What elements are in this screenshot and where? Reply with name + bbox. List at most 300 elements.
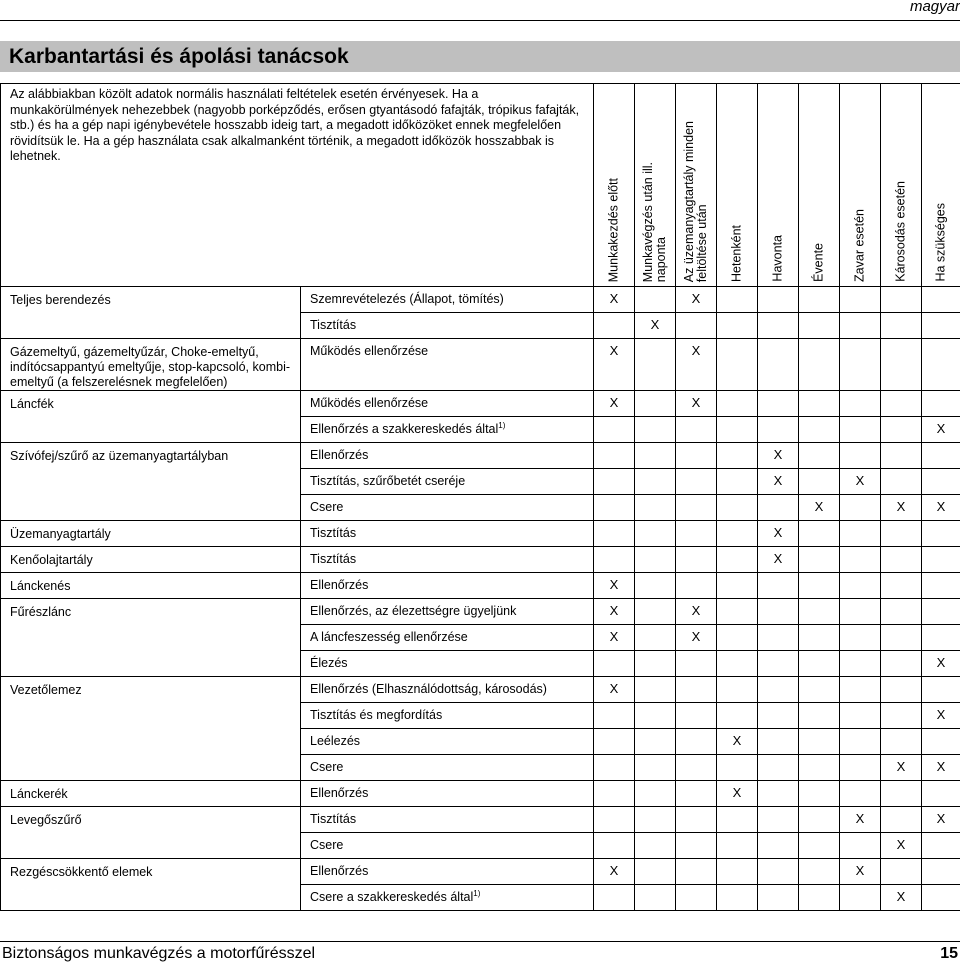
interval-mark — [799, 703, 840, 729]
interval-mark — [922, 521, 960, 547]
task-cell — [301, 677, 594, 703]
task-label: Tisztítás — [310, 318, 357, 332]
interval-mark — [799, 417, 840, 443]
interval-mark — [635, 755, 676, 781]
task-label: Tisztítás — [310, 552, 357, 566]
interval-mark — [635, 599, 676, 625]
task-cell — [301, 651, 594, 677]
interval-mark — [922, 833, 960, 859]
interval-mark: X — [799, 495, 840, 521]
task-label: Csere — [310, 838, 344, 852]
table-row — [1, 443, 960, 469]
interval-mark: X — [594, 859, 635, 885]
interval-mark — [717, 443, 758, 469]
interval-mark — [922, 339, 960, 391]
intro-text: Az alábbiakban közölt adatok normális használati feltételek esetén érvényesek. Ha a munkakörülmények nehezebbek (nagyobb porképződés, erősen gtyantásodó fafajták, trópikus fafajták, stb.) és ha a gép napi igénybevétele hosszabb ideig tart, a megadott időközöket ennek megfelelően rövidítsük le. Ha a gép használata csak alkalmanként történik, a megadott időközök hosszabbak is lehetnek. — [1, 84, 594, 287]
interval-mark — [676, 573, 717, 599]
interval-mark — [717, 287, 758, 313]
interval-mark: X — [922, 417, 960, 443]
interval-mark — [635, 651, 676, 677]
interval-mark — [758, 417, 799, 443]
interval-mark — [635, 521, 676, 547]
interval-mark — [758, 339, 799, 391]
interval-mark — [635, 547, 676, 573]
interval-mark — [635, 339, 676, 391]
task-cell — [301, 833, 594, 859]
column-header — [799, 84, 840, 287]
interval-mark — [635, 417, 676, 443]
interval-mark — [758, 807, 799, 833]
table-row — [1, 859, 960, 885]
interval-mark — [799, 651, 840, 677]
interval-mark — [635, 391, 676, 417]
task-label: Szemrevételezés (Állapot, tömítés) — [310, 292, 504, 306]
interval-mark — [717, 495, 758, 521]
interval-mark: X — [840, 469, 881, 495]
interval-mark: X — [676, 625, 717, 651]
interval-mark — [594, 443, 635, 469]
interval-mark — [717, 599, 758, 625]
column-header — [717, 84, 758, 287]
interval-mark — [758, 755, 799, 781]
interval-mark — [717, 625, 758, 651]
interval-mark — [881, 339, 922, 391]
page-title: Karbantartási és ápolási tanácsok — [9, 45, 349, 68]
interval-mark — [881, 781, 922, 807]
task-cell — [301, 313, 594, 339]
interval-mark — [799, 287, 840, 313]
component-name: Rezgéscsökkentő elemek — [1, 859, 301, 911]
interval-mark: X — [717, 729, 758, 755]
interval-mark — [676, 651, 717, 677]
column-header-label: Évente — [811, 243, 826, 282]
interval-mark — [799, 755, 840, 781]
table-header-row — [1, 84, 960, 287]
table-body — [1, 287, 960, 911]
task-label: Ellenőrzés — [310, 786, 369, 800]
interval-mark — [676, 807, 717, 833]
column-header — [922, 84, 960, 287]
interval-mark — [881, 573, 922, 599]
language-label: magyar — [909, 0, 960, 15]
task-label: Működés ellenőrzése — [310, 344, 429, 358]
interval-mark: X — [881, 755, 922, 781]
interval-mark — [799, 885, 840, 911]
interval-mark — [676, 755, 717, 781]
task-label: Tisztítás és megfordítás — [310, 708, 443, 722]
interval-mark — [594, 469, 635, 495]
component-name: Lánckenés — [1, 573, 301, 599]
interval-mark: X — [594, 391, 635, 417]
interval-mark — [676, 885, 717, 911]
interval-mark: X — [922, 703, 960, 729]
task-label: Ellenőrzés a szakkereskedés által — [310, 422, 499, 436]
interval-mark: X — [758, 469, 799, 495]
interval-mark — [922, 313, 960, 339]
interval-mark: X — [881, 495, 922, 521]
interval-mark — [717, 859, 758, 885]
interval-mark — [840, 521, 881, 547]
column-header-label: Az üzemanyagtartály minden feltöltése után — [682, 120, 710, 282]
task-label: Tisztítás, szűrőbetét cseréje — [310, 474, 466, 488]
interval-mark — [676, 443, 717, 469]
interval-mark — [594, 755, 635, 781]
component-name: Üzemanyagtartály — [1, 521, 301, 547]
interval-mark — [840, 729, 881, 755]
interval-mark — [881, 651, 922, 677]
task-cell — [301, 599, 594, 625]
interval-mark — [676, 859, 717, 885]
table-row — [1, 573, 960, 599]
interval-mark: X — [594, 573, 635, 599]
interval-mark — [881, 313, 922, 339]
interval-mark — [840, 339, 881, 391]
interval-mark — [635, 833, 676, 859]
interval-mark — [594, 313, 635, 339]
column-header-label: Ha szükséges — [933, 203, 948, 282]
interval-mark — [717, 547, 758, 573]
interval-mark — [799, 677, 840, 703]
table-row — [1, 287, 960, 313]
task-cell — [301, 495, 594, 521]
task-cell — [301, 469, 594, 495]
interval-mark — [594, 703, 635, 729]
table-row — [1, 781, 960, 807]
interval-mark: X — [635, 313, 676, 339]
interval-mark: X — [594, 625, 635, 651]
interval-mark — [881, 807, 922, 833]
interval-mark — [717, 469, 758, 495]
interval-mark: X — [922, 755, 960, 781]
interval-mark — [840, 677, 881, 703]
table-row — [1, 677, 960, 703]
interval-mark — [840, 287, 881, 313]
interval-mark — [676, 677, 717, 703]
task-label: Ellenőrzés (Elhasználódottság, károsodás) — [310, 682, 547, 696]
interval-mark: X — [840, 859, 881, 885]
maintenance-table — [0, 83, 960, 911]
component-name: Teljes berendezés — [1, 287, 301, 339]
interval-mark — [881, 625, 922, 651]
component-name: Kenőolajtartály — [1, 547, 301, 573]
task-cell — [301, 547, 594, 573]
component-name: Szívófej/szűrő az üzemanyagtartályban — [1, 443, 301, 521]
interval-mark — [922, 625, 960, 651]
interval-mark — [717, 833, 758, 859]
task-cell — [301, 703, 594, 729]
table-row — [1, 547, 960, 573]
interval-mark — [881, 391, 922, 417]
interval-mark — [635, 625, 676, 651]
interval-mark — [717, 703, 758, 729]
task-label: Ellenőrzés, az élezettségre ügyeljünk — [310, 604, 517, 618]
interval-mark — [881, 703, 922, 729]
interval-mark — [799, 443, 840, 469]
interval-mark — [799, 573, 840, 599]
task-label: Tisztítás — [310, 812, 357, 826]
interval-mark — [881, 547, 922, 573]
interval-mark — [717, 391, 758, 417]
interval-mark — [635, 729, 676, 755]
interval-mark — [717, 417, 758, 443]
interval-mark — [922, 859, 960, 885]
interval-mark — [676, 417, 717, 443]
interval-mark — [717, 339, 758, 391]
component-name: Láncfék — [1, 391, 301, 443]
task-cell — [301, 729, 594, 755]
interval-mark — [840, 547, 881, 573]
interval-mark — [922, 573, 960, 599]
interval-mark — [758, 651, 799, 677]
header-divider — [0, 20, 960, 21]
footer-divider — [0, 941, 960, 942]
interval-mark — [717, 885, 758, 911]
interval-mark — [676, 833, 717, 859]
interval-mark: X — [758, 547, 799, 573]
component-name: Lánckerék — [1, 781, 301, 807]
interval-mark — [881, 469, 922, 495]
interval-mark — [840, 885, 881, 911]
interval-mark — [922, 599, 960, 625]
task-label: Működés ellenőrzése — [310, 396, 429, 410]
task-cell — [301, 391, 594, 417]
column-header-label: Zavar esetén — [852, 209, 867, 282]
interval-mark — [594, 729, 635, 755]
interval-mark — [799, 729, 840, 755]
interval-mark: X — [676, 339, 717, 391]
task-label: Ellenőrzés — [310, 578, 369, 592]
interval-mark — [758, 729, 799, 755]
interval-mark — [840, 703, 881, 729]
interval-mark — [840, 573, 881, 599]
interval-mark — [594, 495, 635, 521]
interval-mark — [758, 495, 799, 521]
interval-mark: X — [881, 885, 922, 911]
interval-mark — [635, 807, 676, 833]
column-header-label: Munkavégzés után ill. naponta — [641, 161, 669, 282]
interval-mark — [594, 547, 635, 573]
task-label: Ellenőrzés — [310, 448, 369, 462]
interval-mark — [799, 313, 840, 339]
interval-mark — [758, 833, 799, 859]
interval-mark — [676, 781, 717, 807]
column-header — [881, 84, 922, 287]
table-row — [1, 807, 960, 833]
task-cell — [301, 521, 594, 547]
interval-mark — [799, 391, 840, 417]
title-bar — [0, 41, 960, 72]
interval-mark — [922, 443, 960, 469]
interval-mark — [799, 781, 840, 807]
interval-mark — [635, 469, 676, 495]
interval-mark — [758, 391, 799, 417]
interval-mark — [635, 677, 676, 703]
interval-mark — [799, 339, 840, 391]
interval-mark — [758, 703, 799, 729]
component-name: Levegőszűrő — [1, 807, 301, 859]
interval-mark: X — [717, 781, 758, 807]
interval-mark — [799, 469, 840, 495]
interval-mark — [840, 833, 881, 859]
interval-mark — [881, 287, 922, 313]
interval-mark — [717, 755, 758, 781]
interval-mark — [799, 599, 840, 625]
interval-mark — [840, 625, 881, 651]
interval-mark — [799, 807, 840, 833]
interval-mark: X — [676, 391, 717, 417]
interval-mark — [594, 833, 635, 859]
interval-mark — [717, 651, 758, 677]
interval-mark — [676, 313, 717, 339]
task-cell — [301, 755, 594, 781]
task-label: Csere — [310, 500, 344, 514]
column-header-label: Havonta — [770, 235, 785, 282]
interval-mark — [881, 443, 922, 469]
interval-mark: X — [922, 495, 960, 521]
interval-mark: X — [840, 807, 881, 833]
task-cell — [301, 573, 594, 599]
interval-mark — [594, 417, 635, 443]
component-name: Vezetőlemez — [1, 677, 301, 781]
interval-mark — [922, 287, 960, 313]
interval-mark — [922, 391, 960, 417]
column-header — [840, 84, 881, 287]
interval-mark — [922, 547, 960, 573]
task-label: Ellenőrzés — [310, 864, 369, 878]
footnote-marker: 1) — [473, 889, 481, 898]
interval-mark — [758, 885, 799, 911]
column-header-label: Károsodás esetén — [893, 181, 908, 282]
interval-mark — [922, 677, 960, 703]
interval-mark — [594, 781, 635, 807]
column-header — [758, 84, 799, 287]
interval-mark — [881, 417, 922, 443]
interval-mark — [676, 547, 717, 573]
interval-mark — [840, 755, 881, 781]
page-number: 15 — [940, 945, 958, 962]
interval-mark — [840, 443, 881, 469]
task-cell — [301, 417, 594, 443]
column-header-label: Munkakezdés előtt — [606, 177, 621, 282]
interval-mark — [676, 521, 717, 547]
interval-mark — [922, 729, 960, 755]
interval-mark: X — [594, 599, 635, 625]
task-cell — [301, 443, 594, 469]
column-header-label: Hetenként — [729, 225, 744, 282]
interval-mark — [840, 495, 881, 521]
interval-mark — [881, 729, 922, 755]
table-row — [1, 521, 960, 547]
interval-mark — [635, 443, 676, 469]
task-cell — [301, 859, 594, 885]
interval-mark — [717, 677, 758, 703]
interval-mark: X — [758, 443, 799, 469]
column-header — [676, 84, 717, 287]
interval-mark — [758, 781, 799, 807]
task-label: Csere — [310, 760, 344, 774]
interval-mark — [881, 677, 922, 703]
interval-mark — [635, 885, 676, 911]
table-row — [1, 339, 960, 391]
interval-mark — [922, 469, 960, 495]
interval-mark: X — [922, 651, 960, 677]
task-cell — [301, 885, 594, 911]
interval-mark — [758, 599, 799, 625]
task-label: Tisztítás — [310, 526, 357, 540]
interval-mark — [881, 521, 922, 547]
interval-mark: X — [758, 521, 799, 547]
task-cell — [301, 625, 594, 651]
interval-mark: X — [594, 677, 635, 703]
interval-mark — [635, 573, 676, 599]
interval-mark: X — [881, 833, 922, 859]
interval-mark — [881, 599, 922, 625]
interval-mark — [758, 573, 799, 599]
interval-mark — [840, 391, 881, 417]
interval-mark — [840, 651, 881, 677]
interval-mark — [635, 859, 676, 885]
table-row — [1, 599, 960, 625]
interval-mark — [676, 729, 717, 755]
component-name: Gázemeltyű, gázemeltyűzár, Choke-emeltyű, indítócsappantyú emeltyűje, stop-kapcsoló, kombi-emeltyű (a felszerelésnek megfelelően) — [1, 339, 301, 391]
task-cell — [301, 781, 594, 807]
interval-mark — [799, 625, 840, 651]
interval-mark — [758, 625, 799, 651]
interval-mark — [881, 859, 922, 885]
interval-mark — [676, 469, 717, 495]
task-label: Csere a szakkereskedés által — [310, 890, 474, 904]
interval-mark — [717, 313, 758, 339]
task-label: Leélezés — [310, 734, 361, 748]
interval-mark — [717, 521, 758, 547]
footer-title: Biztonságos munkavégzés a motorfűrésszel — [2, 945, 316, 962]
interval-mark — [594, 807, 635, 833]
component-name: Fűrészlánc — [1, 599, 301, 677]
interval-mark — [635, 495, 676, 521]
interval-mark: X — [676, 287, 717, 313]
interval-mark — [840, 599, 881, 625]
interval-mark — [676, 703, 717, 729]
interval-mark — [840, 313, 881, 339]
interval-mark — [594, 651, 635, 677]
interval-mark — [717, 807, 758, 833]
interval-mark: X — [594, 287, 635, 313]
interval-mark — [799, 521, 840, 547]
interval-mark — [635, 287, 676, 313]
interval-mark — [799, 833, 840, 859]
interval-mark — [922, 885, 960, 911]
interval-mark: X — [594, 339, 635, 391]
interval-mark — [799, 859, 840, 885]
interval-mark — [922, 781, 960, 807]
interval-mark — [635, 781, 676, 807]
column-header — [594, 84, 635, 287]
task-label: Élezés — [310, 656, 348, 670]
interval-mark — [799, 547, 840, 573]
interval-mark — [635, 703, 676, 729]
task-label: A láncfeszesség ellenőrzése — [310, 630, 468, 644]
task-cell — [301, 287, 594, 313]
footnote-marker: 1) — [498, 421, 506, 430]
table-row — [1, 391, 960, 417]
task-cell — [301, 339, 594, 391]
interval-mark: X — [676, 599, 717, 625]
interval-mark — [758, 677, 799, 703]
task-cell — [301, 807, 594, 833]
column-header — [635, 84, 676, 287]
interval-mark: X — [922, 807, 960, 833]
interval-mark — [758, 859, 799, 885]
